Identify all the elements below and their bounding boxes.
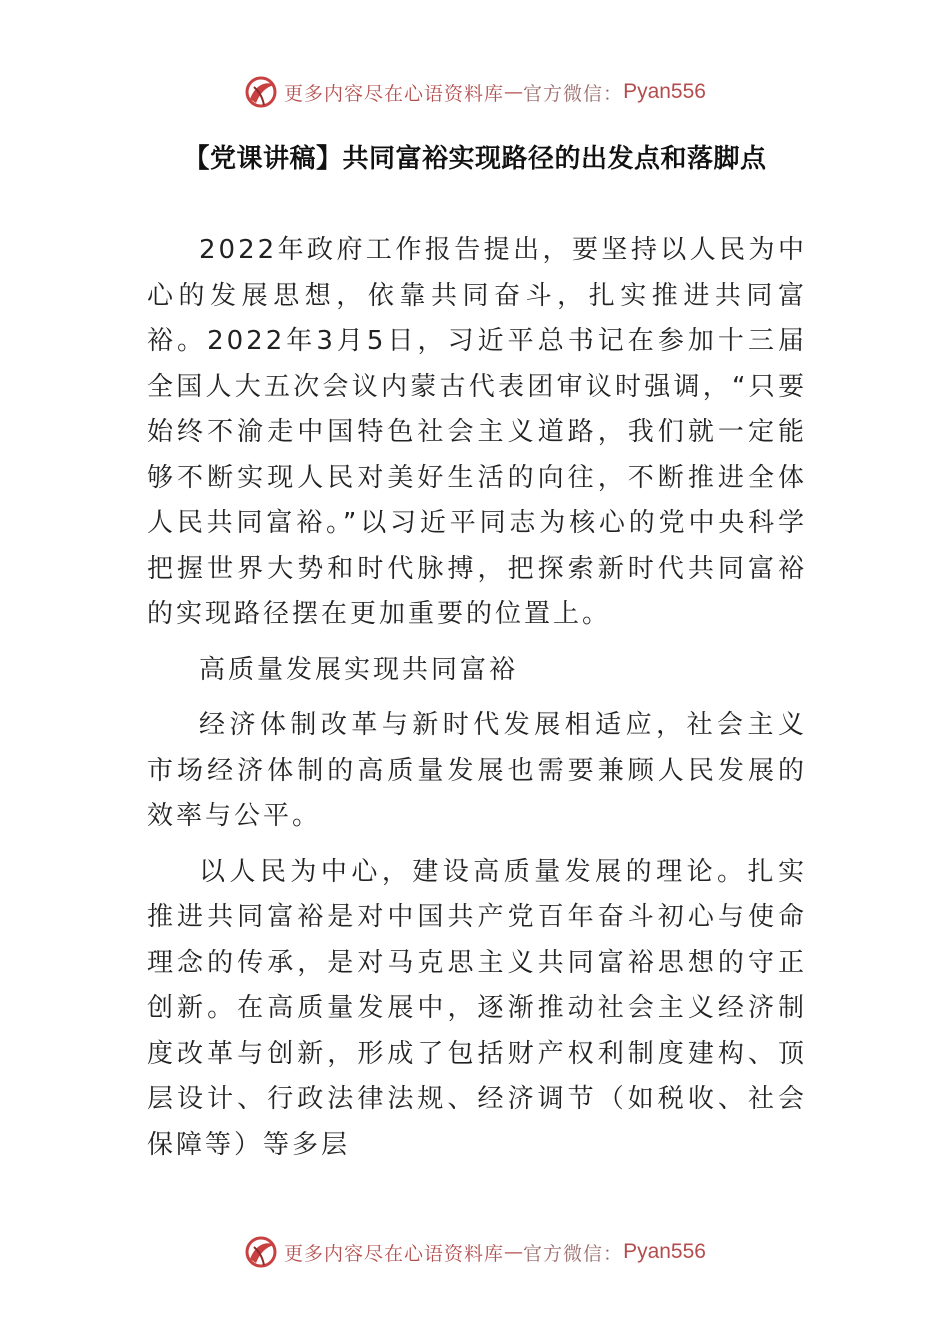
paragraph-reform: 经济体制改革与新时代发展相适应，社会主义市场经济体制的高质量发展也需要兼顾人民发展的效率与公平。 bbox=[147, 710, 807, 831]
document-title: 【党课讲稿】共同富裕实现路径的出发点和落脚点 bbox=[183, 144, 767, 174]
banner-wechat-label: 官方微信： bbox=[523, 1242, 624, 1265]
red-ribbon-logo-icon bbox=[244, 75, 278, 109]
document-body bbox=[147, 228, 807, 1178]
banner-text: 更多内容尽在心语资料库 bbox=[284, 82, 505, 105]
paragraph-intro: 2022年政府工作报告提出，要坚持以人民为中心的发展思想，依靠共同奋斗，扎实推进共同富裕。2022年3月5日，习近平总书记在参加十三届全国人大五次会议内蒙古代表团审议时强调，“只要始终不渝走中国特色社会主义道路，我们就一定能够不断实现人民对美好生活的向往，不断推进全体人民共同富裕。”以习近平同志为核心的党中央科学把握世界大势和时代脉搏，把探索新时代共同富裕的实现路径摆在更加重要的位置上。 bbox=[147, 235, 807, 629]
red-ribbon-logo-icon bbox=[244, 1235, 278, 1269]
banner-account: Pyan556 bbox=[623, 80, 706, 103]
header-banner bbox=[0, 72, 950, 112]
banner-separator: — bbox=[504, 1241, 524, 1263]
banner-text: 更多内容尽在心语资料库 bbox=[284, 1242, 505, 1265]
banner-wechat-label: 官方微信： bbox=[523, 82, 624, 105]
banner-account: Pyan556 bbox=[623, 1240, 706, 1263]
paragraph-theory: 以人民为中心，建设高质量发展的理论。扎实推进共同富裕是对中国共产党百年奋斗初心与使命理念的传承，是对马克思主义共同富裕思想的守正创新。在高质量发展中，逐渐推动社会主义经济制度改革与创新，形成了包括财产权利制度建构、顶层设计、行政法律法规、经济调节（如税收、社会保障等）等多层 bbox=[147, 856, 807, 1160]
section-heading: 高质量发展实现共同富裕 bbox=[199, 654, 519, 685]
banner-separator: — bbox=[504, 81, 524, 103]
footer-banner bbox=[0, 1232, 950, 1272]
